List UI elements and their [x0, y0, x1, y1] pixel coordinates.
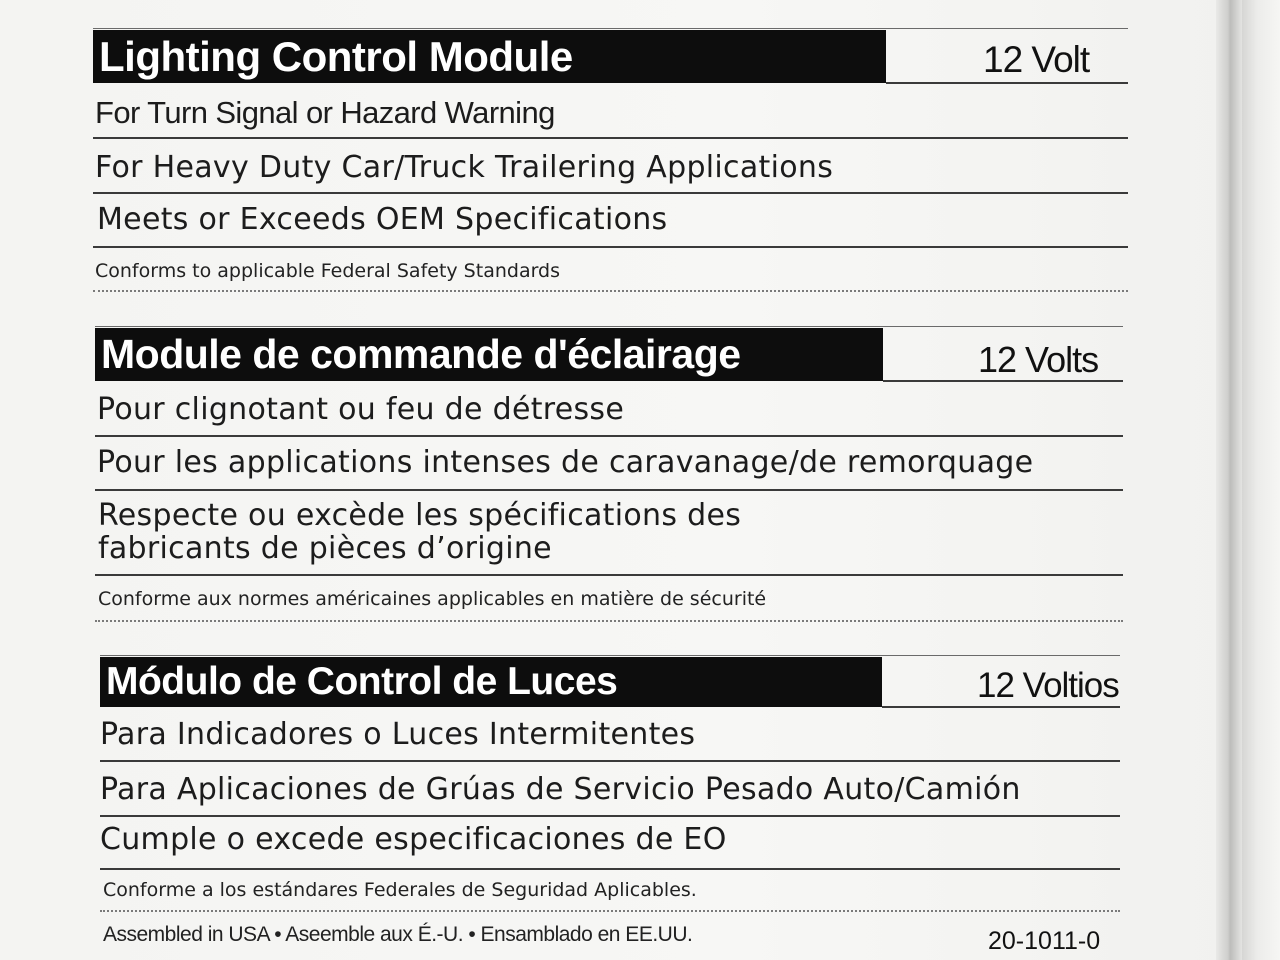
- spanish-line-2: Para Aplicaciones de Grúas de Servicio Pesado Auto/Camión: [100, 772, 1021, 807]
- divider: [95, 326, 1123, 327]
- divider: [93, 137, 1128, 139]
- spanish-line-1: Para Indicadores o Luces Intermitentes: [100, 717, 696, 752]
- assembled-origin-text: Assembled in USA • Aseemble aux É.-U. • Ensamblado en EE.UU.: [103, 923, 693, 946]
- spanish-line-3: Cumple o excede especificaciones de EO: [100, 822, 727, 857]
- spanish-voltage: 12 Voltios: [977, 666, 1119, 705]
- french-line-3b: fabricants de pièces d’origine: [98, 531, 552, 566]
- divider: [100, 815, 1120, 817]
- part-number: 20-1011-0: [988, 927, 1101, 955]
- divider: [886, 82, 1128, 84]
- french-title: Module de commande d'éclairage: [95, 328, 883, 381]
- english-line-1: For Turn Signal or Hazard Warning: [95, 95, 555, 130]
- french-line-3a: Respecte ou excède les spécifications des: [98, 498, 742, 533]
- divider: [100, 655, 1120, 656]
- divider: [93, 290, 1128, 292]
- french-voltage: 12 Volts: [978, 339, 1099, 380]
- english-line-2: For Heavy Duty Car/Truck Trailering Applications: [95, 150, 834, 185]
- divider: [93, 246, 1128, 248]
- divider: [95, 489, 1123, 491]
- divider: [95, 435, 1123, 437]
- english-line-3: Meets or Exceeds OEM Specifications: [97, 202, 668, 237]
- divider: [95, 620, 1123, 622]
- english-note: Conforms to applicable Federal Safety Standards: [95, 260, 561, 282]
- divider: [100, 760, 1120, 762]
- spanish-note: Conforme a los estándares Federales de Seguridad Aplicables.: [103, 879, 697, 901]
- background-strip: [1242, 0, 1280, 960]
- divider: [93, 192, 1128, 194]
- divider: [95, 574, 1123, 576]
- english-voltage: 12 Volt: [983, 39, 1090, 80]
- divider: [100, 910, 1120, 912]
- divider: [882, 706, 1120, 708]
- french-line-2: Pour les applications intenses de caravanage/de remorquage: [97, 445, 1034, 480]
- card-edge: [1216, 0, 1242, 960]
- french-line-1: Pour clignotant ou feu de détresse: [97, 392, 625, 427]
- french-note: Conforme aux normes américaines applicables en matière de sécurité: [98, 588, 767, 610]
- spanish-title: Módulo de Control de Luces: [100, 657, 882, 707]
- english-title: Lighting Control Module: [93, 30, 886, 83]
- divider: [93, 28, 1128, 29]
- divider: [100, 868, 1120, 870]
- divider: [883, 380, 1123, 382]
